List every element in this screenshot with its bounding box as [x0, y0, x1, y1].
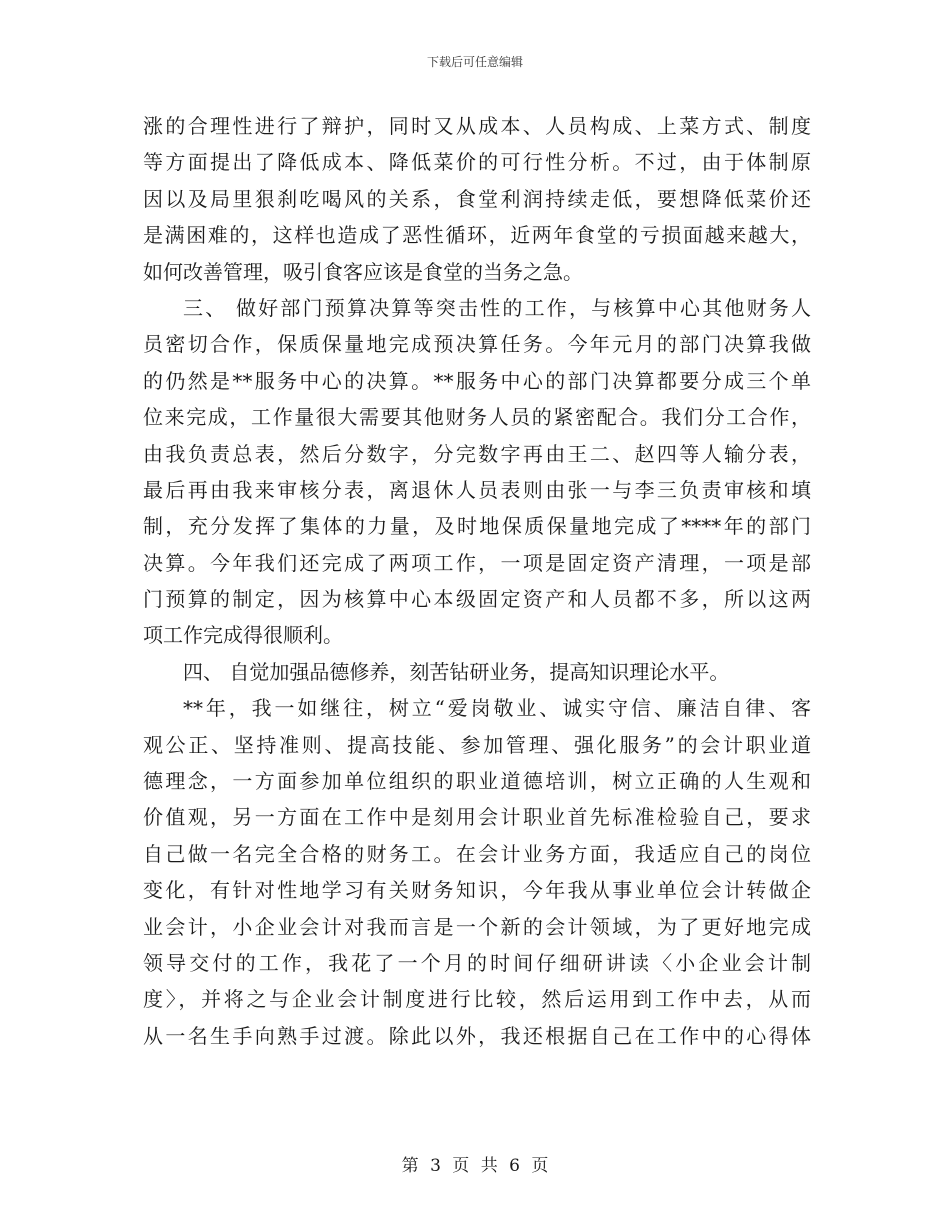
text-line: 的仍然是**服务中心的决算。**服务中心的部门决算都要分成三个单: [143, 368, 811, 393]
text-line: 度〉，并将之与企业会计制度进行比较，然后运用到工作中去，从而: [143, 987, 811, 1012]
document-body: [143, 108, 811, 1054]
text-line: 价值观，另一方面在工作中是刻用会计职业首先标准检验自己，要求: [143, 805, 811, 830]
text-line: 如何改善管理，吸引食客应该是食堂的当务之急。: [143, 259, 583, 284]
text-line: **年，我一如继往，树立“爱岗敬业、诚实守信、廉洁自律、客: [183, 696, 811, 721]
text-line: 最后再由我来审核分表，离退休人员表则由张一与李三负责审核和填: [143, 477, 811, 502]
text-line: 员密切合作，保质保量地完成预决算任务。今年元月的部门决算我做: [143, 332, 811, 357]
text-line: 自己做一名完全合格的财务工。在会计业务方面，我适应自己的岗位: [143, 841, 811, 866]
text-line: 位来完成，工作量很大需要其他财务人员的紧密配合。我们分工合作，: [143, 405, 811, 430]
text-line: 涨的合理性进行了辩护，同时又从成本、人员构成、上菜方式、制度: [143, 114, 811, 138]
text-line: 领导交付的工作，我花了一个月的时间仔细研讲读〈小企业会计制: [143, 950, 811, 975]
text-line: 门预算的制定，因为核算中心本级固定资产和人员都不多，所以这两: [143, 587, 811, 612]
text-line: 决算。今年我们还完成了两项工作，一项是固定资产清理，一项是部: [143, 550, 811, 575]
page-header: 下载后可任意编辑: [426, 55, 523, 69]
text-line: 制，充分发挥了集体的力量，及时地保质保量地完成了****年的部门: [143, 514, 811, 539]
section-heading-line: 四、 自觉加强品德修养，刻苦钻研业务，提高知识理论水平。: [183, 659, 730, 684]
text-line: 变化，有针对性地学习有关财务知识，今年我从事业单位会计转做企: [143, 878, 811, 903]
section-heading-line: 三、 做好部门预算决算等突击性的工作，与核算中心其他财务人: [183, 295, 811, 320]
text-line: 项工作完成得很顺利。: [143, 623, 343, 648]
text-line: 等方面提出了降低成本、降低菜价的可行性分析。不过，由于体制原: [143, 150, 811, 175]
text-line: 因以及局里狠刹吃喝风的关系，食堂利润持续走低，要想降低菜价还: [143, 186, 811, 211]
text-line: 观公正、坚持准则、提高技能、参加管理、强化服务”的会计职业道: [143, 732, 811, 757]
text-line: 德理念，一方面参加单位组织的职业道德培训，树立正确的人生观和: [143, 769, 811, 794]
page-footer: 第 3 页 共 6 页: [401, 1156, 549, 1176]
text-line: 业会计，小企业会计对我而言是一个新的会计领域，为了更好地完成: [143, 914, 811, 939]
text-line: 从一名生手向熟手过渡。除此以外，我还根据自己在工作中的心得体: [143, 1023, 811, 1048]
text-line: 是满困难的，这样也造成了恶性循环，近两年食堂的亏损面越来越大，: [143, 223, 811, 248]
text-line: 由我负责总表，然后分数字，分完数字再由王二、赵四等人输分表，: [143, 441, 811, 466]
